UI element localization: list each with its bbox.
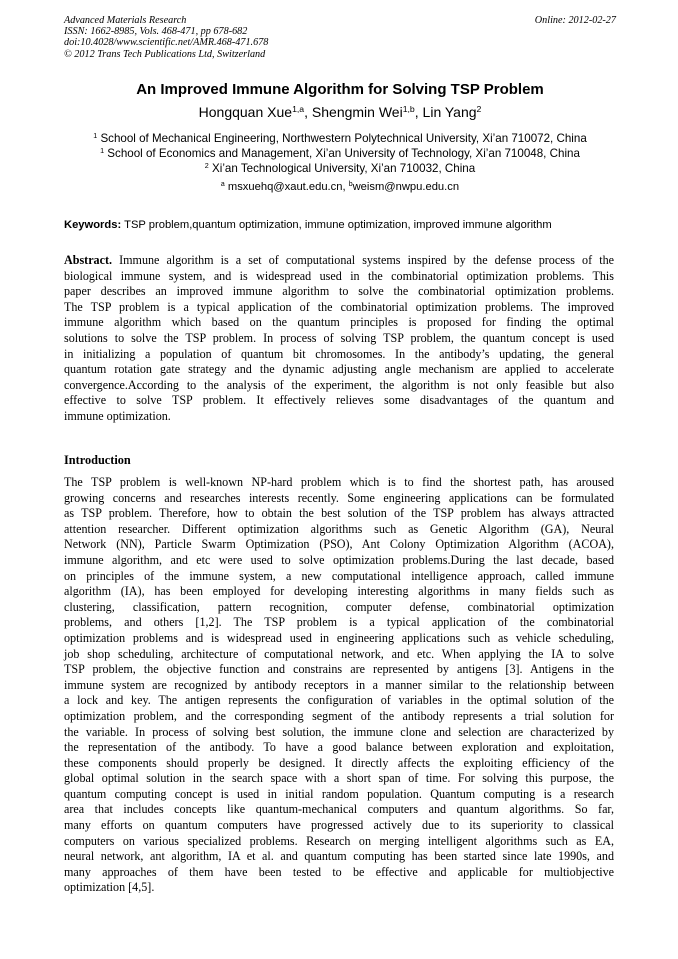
affiliation-superscript: 1 bbox=[100, 146, 105, 156]
email-superscript: b bbox=[348, 181, 353, 189]
introduction-line: immune algorithm, and etc were used to solve optimization problems.During the last decade, based bbox=[64, 552, 614, 567]
introduction-line: on principles of the immune system, a new computational intelligence approach, called immune bbox=[64, 568, 614, 583]
doi-line: doi:10.4028/www.scientific.net/AMR.468-471.678 bbox=[64, 37, 269, 49]
introduction-line: algorithm (IA), has been employed for developing interesting algorithms in many fields such as bbox=[64, 584, 614, 599]
citation-block bbox=[64, 15, 616, 60]
abstract-line: The TSP problem is a typical application of the combinatorial optimization problems. The improved bbox=[64, 299, 614, 314]
affiliation-superscript: 1 bbox=[93, 131, 98, 141]
author-list: Hongquan Xue$^{1,a}$, Shengmin Wei$^{1,b}$, Lin Yang$^2$ bbox=[198, 104, 482, 120]
abstract-line bbox=[64, 253, 614, 269]
introduction-line: the variable. In process of solving best solution, the immune clone and selection are characterized by bbox=[64, 724, 614, 739]
affiliation-text: School of Mechanical Engineering, Northwestern Polytechnical University, Xi’an 710072, China bbox=[100, 132, 587, 145]
introduction-line: optimization [4,5]. bbox=[64, 880, 155, 895]
introduction-line: area that includes concepts like quantum-mechanical computers and quantum algorithms. So far, bbox=[64, 802, 614, 817]
introduction-line: optimization problems and is widespread used in engineering applications such as vehicle scheduling, bbox=[64, 630, 614, 645]
email-superscript: a bbox=[220, 181, 225, 189]
affiliation-superscript: 2 bbox=[204, 161, 209, 171]
introduction-line: neural network, ant algorithm, IA et al. and quantum computing has been started since late 1990s, and bbox=[64, 849, 614, 864]
affiliation-line bbox=[40, 161, 640, 176]
author-name: Hongquan Xue bbox=[198, 104, 293, 120]
issn-line: ISSN: 1662-8985, Vols. 468-471, pp 678-682 bbox=[64, 26, 248, 38]
copyright-line: © 2012 Trans Tech Publications Ltd, Switzerland bbox=[64, 48, 266, 60]
abstract-line: convergence.According to the analysis of the experiment, the algorithm is not only feasible but also bbox=[64, 377, 614, 392]
introduction-line: The TSP problem is well-known NP-hard problem which is to find the shortest path, has aroused bbox=[64, 475, 614, 489]
introduction-line: problems, and others [1,2]. The TSP problem is a typical application of the combinatorial bbox=[64, 615, 614, 630]
introduction-line: job shop scheduling, architecture of computational network, and etc. When applying the IA to solve bbox=[64, 646, 614, 661]
introduction-line: TSP problem, the objective function and constrains are represented by antigens [3]. Antigens in the bbox=[64, 662, 614, 677]
author-name: Lin Yang bbox=[422, 104, 477, 120]
abstract-line: immune algorithm which based on the quantum principles is proposed for finding the optimal bbox=[64, 315, 614, 330]
keywords-line bbox=[64, 218, 624, 233]
abstract-line: quantum rotation gate strategy and the dynamic adjusting angle mechanism are applied to accelerate bbox=[64, 362, 614, 377]
journal-name: Advanced Materials Research bbox=[64, 15, 187, 26]
abstract-line: in initializing a population of quantum bit chromosomes. In the antibody’s updating, the general bbox=[64, 346, 614, 361]
email-address: msxuehq@xaut.edu.cn, bbox=[227, 181, 346, 193]
keywords-label: Keywords: bbox=[64, 219, 122, 231]
abstract-line: biological immune system, and is widespread used in the combinatorial optimization problems. This bbox=[64, 268, 614, 283]
author-name: Shengmin Wei bbox=[311, 104, 403, 120]
introduction-paragraph bbox=[64, 475, 614, 896]
introduction-line: immune system are recognized by antibody receptors in a manner similar to the relationship between bbox=[64, 677, 614, 692]
abstract-line-text: Immune algorithm is a set of computational systems inspired by the defense process of the bbox=[119, 253, 614, 267]
abstract-line: immune optimization. bbox=[64, 408, 171, 423]
introduction-line: clustering, classification, pattern recognition, computer defense, combinatorial optimization bbox=[64, 599, 614, 614]
affiliation-line bbox=[40, 131, 640, 146]
affiliation-text: School of Economics and Management, Xi’an University of Technology, Xi’an 710048, China bbox=[107, 147, 580, 160]
introduction-line: many efforts on quantum computers have progressed actively due to its superiority to classical bbox=[64, 818, 614, 833]
section-heading: Introduction bbox=[64, 453, 131, 467]
introduction-line: these components should properly be designed. It directly affects the exploiting efficiency of the bbox=[64, 755, 614, 770]
author-superscript: 1,a bbox=[292, 104, 305, 115]
abstract-line: effective to solve TSP problem. It effectively relieves some disadvantages of the quantum and bbox=[64, 393, 614, 408]
author-superscript: 1,b bbox=[402, 104, 415, 115]
introduction-line: optimization problem, and the corresponding segment of the antibody represents a trial solution for bbox=[64, 708, 614, 723]
abstract-line: solutions to solve the TSP problem. In process of solving TSP problem, the quantum concept is used bbox=[64, 330, 614, 345]
introduction-line: attention researcher. Different optimization algorithms such as Genetic Algorithm (GA), Neural bbox=[64, 521, 614, 536]
online-date: Online: 2012-02-27 bbox=[534, 15, 616, 26]
introduction-line: as TSP problem. Therefore, how to obtain the best solution of the TSP problem has always attracted bbox=[64, 506, 614, 521]
introduction-line: a lock and key. The antigen represents the configuration of variables in the optimal solution of the bbox=[64, 693, 614, 708]
email-address: weism@nwpu.edu.cn bbox=[352, 181, 460, 193]
introduction-line: Network (NN), Particle Swarm Optimization (PSO), Ant Colony Optimization Algorithm (ACOA), bbox=[64, 537, 614, 552]
introduction-line: growing concerns and researches interests recently. Some engineering applications can be formulated bbox=[64, 490, 614, 505]
affiliation-line bbox=[40, 146, 640, 161]
abstract-line: paper describes an improved immune algorithm to solve the combinatorial optimization problems. bbox=[64, 284, 614, 299]
abstract-label: Abstract. bbox=[64, 253, 113, 267]
affiliation-text: Xi’an Technological University, Xi’an 710032, China bbox=[212, 162, 476, 175]
keywords-text: TSP problem,quantum optimization, immune optimization, improved immune algorithm bbox=[124, 219, 552, 231]
journal-header bbox=[64, 15, 616, 60]
author-superscript: 2 bbox=[476, 104, 482, 115]
abstract-paragraph bbox=[64, 253, 614, 425]
introduction-line: many approaches of them have been tested to be effective and applicable for multiobjective bbox=[64, 864, 614, 879]
email-line bbox=[64, 180, 616, 195]
paper-title: An Improved Immune Algorithm for Solving TSP Problem bbox=[136, 81, 544, 98]
introduction-line: the representation of the antibody. To have a good balance between exploration and exploitation, bbox=[64, 740, 614, 755]
introduction-line: global optimal solution in the search space with a short span of time. For solving this purpose, the bbox=[64, 771, 614, 786]
introduction-line: computers on various specialized problems. Research on merging intelligent algorithms such as EA, bbox=[64, 833, 614, 848]
introduction-line: quantum computing concept is used in initial random population. Quantum computing is a research bbox=[64, 786, 614, 801]
